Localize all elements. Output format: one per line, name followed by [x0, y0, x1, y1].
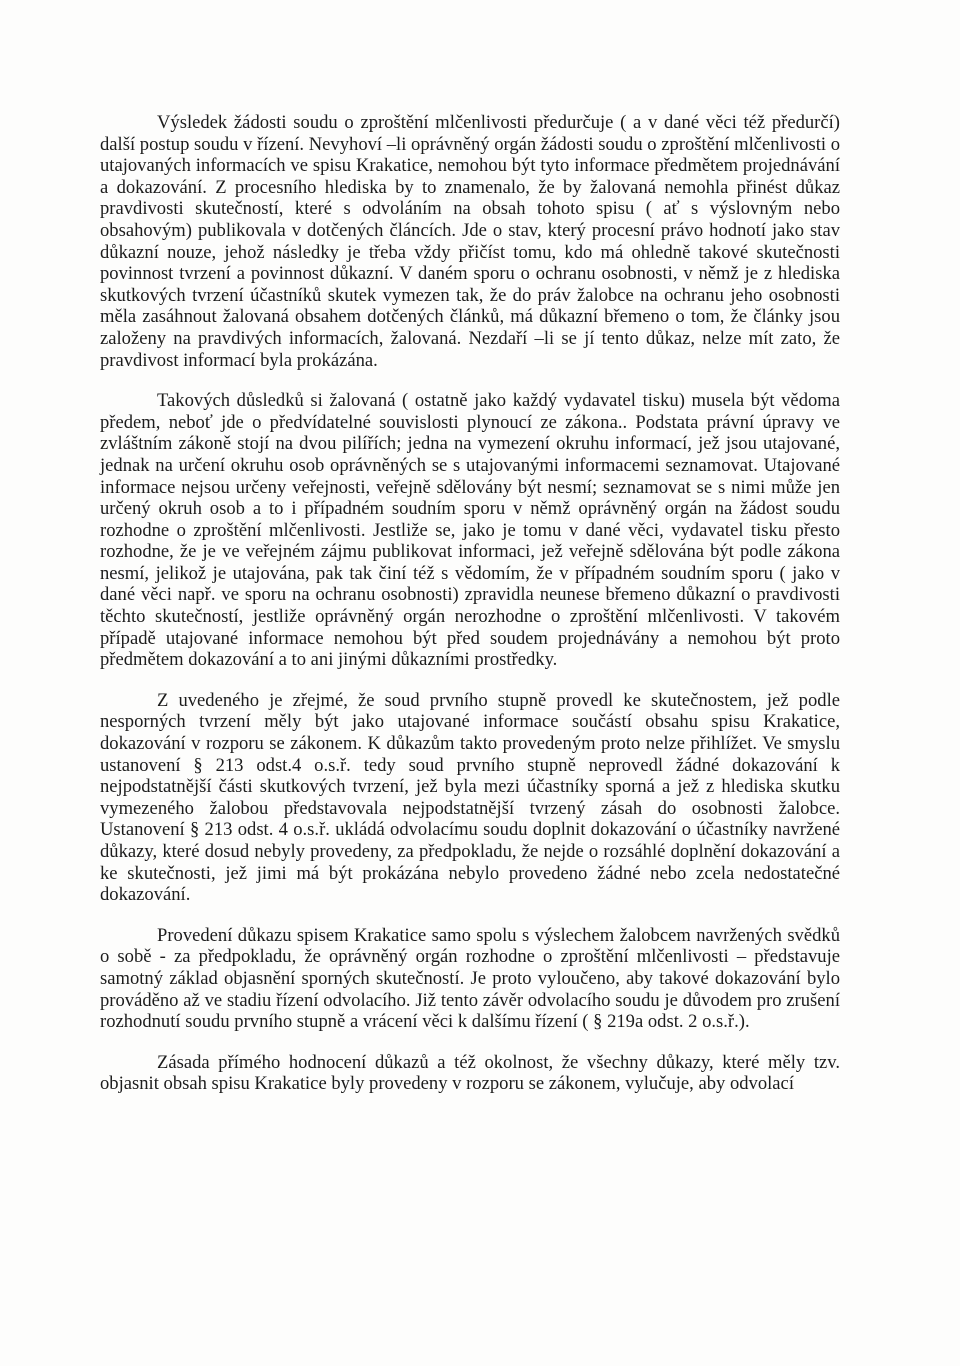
paragraph-5: Zásada přímého hodnocení důkazů a též okolnost, že všechny důkazy, které měly tzv. objasnit obsah spisu Krakatice byly provedeny v rozporu se zákonem, vylučuje, aby odvolací [100, 1051, 840, 1095]
paragraph-3: Z uvedeného je zřejmé, že soud prvního stupně provedl ke skutečnostem, jež podle nesporných tvrzení měly být jako utajované informace součástí obsahu spisu Krakatice, dokazování v rozporu se zákonem. K důkazům takto provedeným proto nelze přihlížet. Ve smyslu ustanovení § 213 odst.4 o.s.ř. tedy soud prvního stupně neprovedl žádné dokazování k nejpodstatnější části skutkových tvrzení, jež byla mezi účastníky sporná a jež z hlediska skutku vymezeného žalobou představovala nejpodstatnější tvrzený zásah do osobnosti žalobce. Ustanovení § 213 odst. 4 o.s.ř. ukládá odvolacímu soudu doplnit dokazování o účastníky navržené důkazy, které dosud nebyly provedeny, za předpokladu, že nejde o rozsáhlé doplnění dokazování a ke skutečnosti, jež jimi má být prokázána nebylo provedeno žádné nebo zcela nedostatečné dokazování. [100, 689, 840, 906]
paragraph-2: Takových důsledků si žalovaná ( ostatně jako každý vydavatel tisku) musela být vědoma předem, neboť jde o předvídatelné souvislosti plynoucí ze zákona.. Podstata právní úpravy ve zvláštním zákoně stojí na dvou pilířích; jedna na vymezení okruhu informací, jež jsou utajované, jednak na určení okruhu osob oprávněných se s utajovanými informacemi seznamovat. Utajované informace nejsou určeny veřejnosti, veřejně sdělovány být nesmí; seznamovat se s nimi může jen určený okruh osob a to i případném soudním sporu v němž oprávněný orgán na žádost soudu rozhodne o zproštění mlčenlivosti. Jestliže se, jako je tomu v dané věci, vydavatel tisku přesto rozhodne, že je ve veřejném zájmu publikovat informaci, jež veřejně sdělována být podle zákona nesmí, jelikož je utajována, pak tak činí též s vědomím, že v případném soudním sporu ( jako v dané věci např. ve sporu na ochranu osobnosti) zpravidla neunese břemeno důkazní o pravdivosti těchto skutečností, jestliže oprávněný orgán nerozhodne o zproštění mlčenlivosti. V takovém případě utajované informace nemohou být před soudem projednávány a nemohou být proto předmětem dokazování a to ani jinými důkazními prostředky. [100, 390, 840, 671]
paragraph-4: Provedení důkazu spisem Krakatice samo spolu s výslechem žalobcem navržených svědků o sobě - za předpokladu, že oprávněný orgán rozhodne o zproštění mlčenlivosti – představuje samotný základ objasnění sporných skutečností. Je proto vyloučeno, aby takové dokazování bylo prováděno až ve stadiu řízení odvolacího. Již tento závěr odvolacího soudu je důvodem pro zrušení rozhodnutí soudu prvního stupně a vrácení věci k dalšímu řízení ( § 219a odst. 2 o.s.ř.). [100, 924, 840, 1033]
document-body [100, 112, 840, 1095]
paragraph-1: Výsledek žádosti soudu o zproštění mlčenlivosti předurčuje ( a v dané věci též předurčí) další postup soudu v řízení. Nevyhoví –li oprávněný orgán žádosti soudu o zproštění mlčenlivosti o utajovaných informacích ve spisu Krakatice, nemohou být tyto informace předmětem projednávání a dokazování. Z procesního hlediska by to znamenalo, že by žalovaná nemohla přinést důkaz pravdivosti skutečností, které s odvoláním na obsah tohoto spisu ( ať s výslovným nebo obsahovým) publikovala v dotčených článcích. Jde o stav, který procesní právo hodnotí jako stav důkazní nouze, jehož následky je třeba vždy přičíst tomu, kdo má ohledně takové skutečnosti povinnost tvrzení a povinnost důkazní. V daném sporu o ochranu osobnosti, v němž je z hlediska skutkových tvrzení účastníků skutek vymezen tak, že do práv žalobce na ochranu jeho osobnosti měla zasáhnout žalovaná obsahem dotčených článků, má důkazní břemeno o tom, že články jsou založeny na pravdivých informacích, žalovaná. Nezdaří –li se jí tento důkaz, nelze mít zato, že pravdivost informací byla prokázána. [100, 112, 840, 371]
